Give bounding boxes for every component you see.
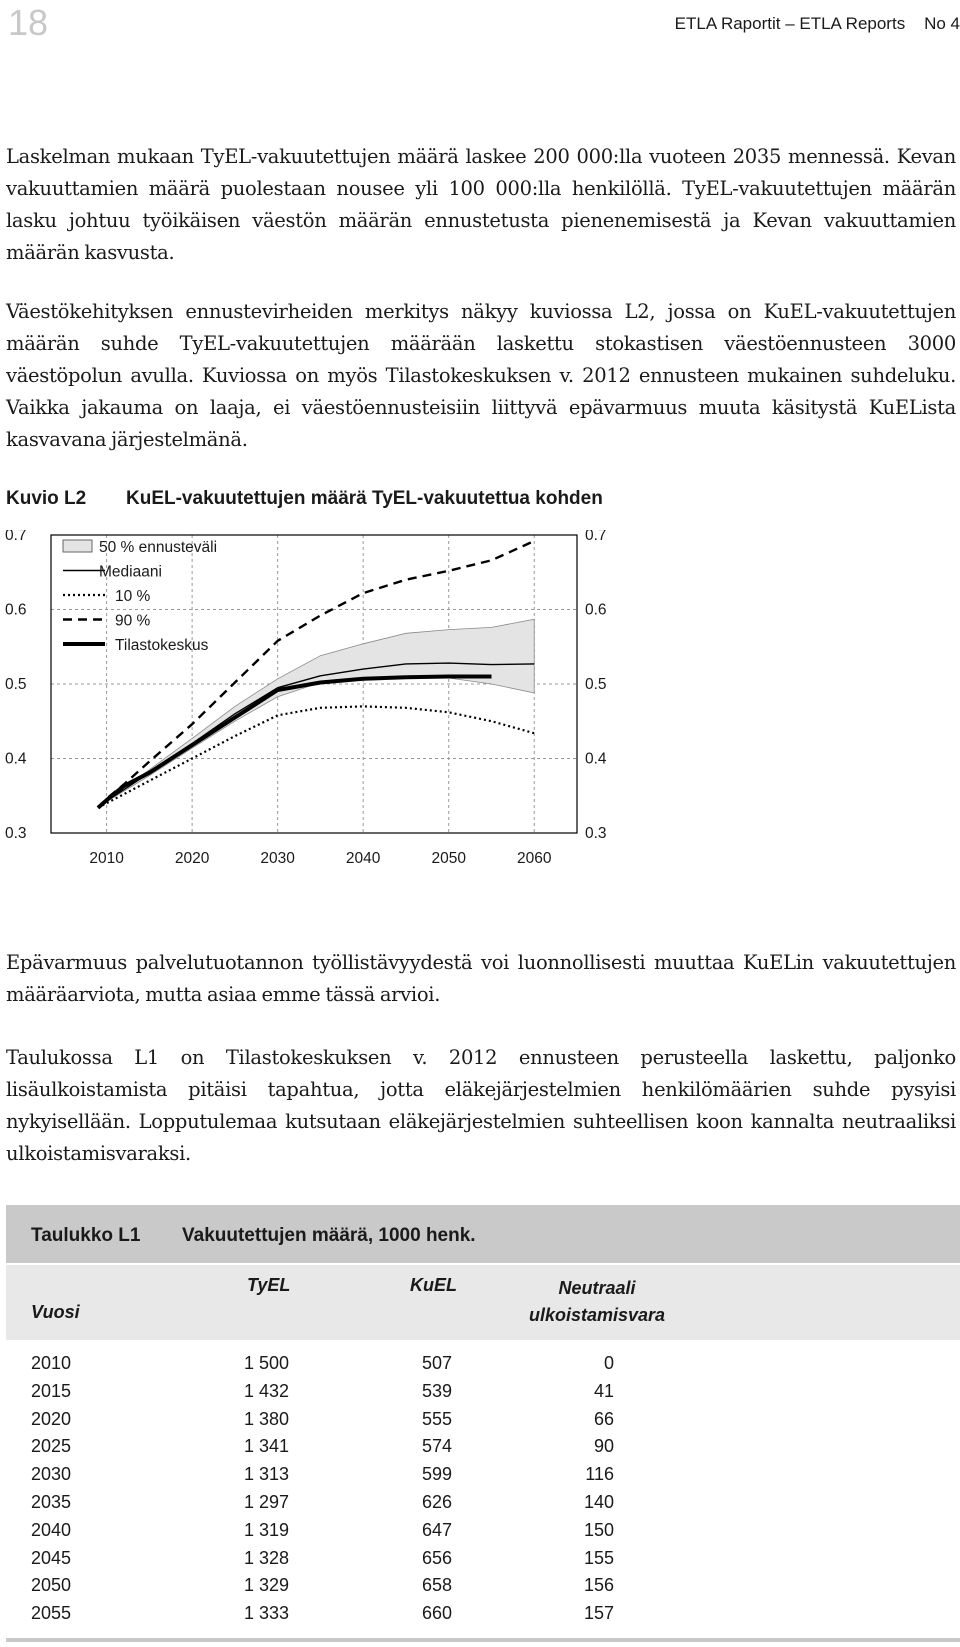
- cell-tyel: 1 329: [244, 1575, 290, 1596]
- series-line-dotted: [98, 706, 534, 807]
- cell-kuel: 574: [421, 1436, 452, 1457]
- legend-label: 10 %: [115, 588, 151, 605]
- y-tick-label-left: 0.7: [5, 530, 27, 544]
- cell-tyel: 1 333: [244, 1603, 290, 1624]
- cell-tyel: 1 432: [244, 1380, 290, 1401]
- table-body: [0, 1353, 960, 1631]
- column-header-neutraali-line1: Neutraali: [558, 1278, 636, 1298]
- cell-neutral: 140: [583, 1491, 614, 1512]
- y-tick-label-left: 0.3: [5, 825, 27, 842]
- series-line-thick: [98, 677, 492, 808]
- legend-label: Mediaani: [99, 563, 162, 581]
- cell-neutral: 66: [593, 1408, 614, 1429]
- cell-neutral: 150: [583, 1519, 614, 1540]
- cell-year: 2030: [31, 1464, 72, 1485]
- cell-neutral: 116: [585, 1464, 614, 1485]
- column-header-vuosi: Vuosi: [31, 1302, 80, 1322]
- cell-kuel: 507: [421, 1353, 452, 1373]
- cell-year: 2045: [31, 1547, 72, 1568]
- chart-legend: [63, 539, 217, 654]
- table-row: [0, 1436, 960, 1464]
- cell-year: 2040: [31, 1519, 72, 1540]
- figure-title: KuEL-vakuutettujen määrä TyEL-vakuutettua kohden: [126, 488, 603, 509]
- table-header-band: [6, 1205, 960, 1263]
- table-row: [0, 1603, 960, 1631]
- y-tick-label-left: 0.6: [5, 601, 27, 619]
- running-header: ETLA Raportit – ETLA Reports No 4: [674, 14, 960, 33]
- column-header-tyel: TyEL: [247, 1275, 291, 1295]
- body-paragraph-3: Epävarmuus palvelutuotannon työllistävyydestä voi luonnollisesti muuttaa KuELin vakuutettujen määräarviota, mutta asiaa emme tässä arvioi.: [6, 951, 956, 1006]
- x-tick-label: 2030: [260, 850, 295, 867]
- column-header-neutraali: [522, 1275, 672, 1329]
- cell-kuel: 555: [421, 1408, 452, 1429]
- table-row: [0, 1353, 960, 1381]
- figure-label: Kuvio L2: [6, 488, 87, 509]
- legend-swatch-band: [63, 540, 92, 552]
- cell-kuel: 658: [421, 1575, 452, 1596]
- cell-tyel: 1 380: [244, 1408, 290, 1429]
- cell-kuel: 647: [421, 1519, 452, 1540]
- cell-year: 2050: [31, 1575, 72, 1596]
- table-bottom-rule: [6, 1638, 960, 1642]
- x-tick-label: 2020: [174, 850, 210, 867]
- table-row: [0, 1492, 960, 1520]
- cell-kuel: 660: [421, 1603, 452, 1624]
- cell-year: 2015: [31, 1380, 72, 1401]
- cell-tyel: 1 297: [244, 1491, 290, 1512]
- body-paragraph-1: Laskelman mukaan TyEL-vakuutettujen määrä laskee 200 000:lla vuoteen 2035 mennessä. Kevan vakuuttamien määrä puolestaan nousee yli 100 000:lla henkilöllä. TyEL-vakuutettujen määrän lasku johtuu työikäisen väestön määrän ennustetusta pienenemisestä ja Kevan vakuuttamien määrän kasvusta.: [6, 145, 956, 264]
- cell-kuel: 599: [421, 1464, 452, 1485]
- cell-tyel: 1 319: [244, 1519, 290, 1540]
- x-tick-label: 2060: [516, 850, 552, 867]
- cell-year: 2035: [31, 1491, 72, 1512]
- table-row: [0, 1409, 960, 1437]
- cell-tyel: 1 500: [244, 1353, 290, 1373]
- cell-tyel: 1 341: [244, 1436, 290, 1457]
- cell-tyel: 1 328: [244, 1547, 290, 1568]
- cell-year: 2020: [31, 1408, 72, 1429]
- chart-figure-l2: [0, 530, 960, 875]
- body-paragraph-4: Taulukossa L1 on Tilastokeskuksen v. 2012 ennusteen perusteella laskettu, paljonko lisäulkoistamista pitäisi tapahtua, jotta eläkejärjestelmien henkilömäärien suhde pysyisi nykyisellään. Lopputulemaa kutsutaan eläkejärjestelmien suhteellisen koon kannalta neutraaliksi ulkoistamisvaraksi.: [6, 1046, 956, 1165]
- x-tick-label: 2010: [89, 850, 124, 867]
- x-tick-label: 2040: [345, 850, 381, 867]
- cell-year: 2025: [31, 1436, 72, 1457]
- table-row: [0, 1575, 960, 1603]
- legend-label: Tilastokeskus: [115, 637, 209, 654]
- x-tick-label: 2050: [431, 850, 466, 867]
- table-label: Taulukko L1: [31, 1225, 141, 1246]
- table-row: [0, 1548, 960, 1576]
- table-title: Vakuutettujen määrä, 1000 henk.: [182, 1225, 476, 1246]
- y-tick-label-left: 0.4: [5, 750, 27, 768]
- cell-kuel: 656: [421, 1547, 452, 1568]
- y-tick-label-right: 0.6: [585, 601, 607, 619]
- cell-kuel: 626: [421, 1491, 452, 1512]
- page-number: 18: [8, 2, 49, 43]
- legend-label: 50 % ennusteväli: [99, 539, 218, 556]
- cell-neutral: 0: [603, 1353, 614, 1373]
- cell-kuel: 539: [421, 1380, 452, 1401]
- y-tick-label-left: 0.5: [5, 676, 27, 693]
- y-tick-label-right: 0.3: [585, 825, 607, 842]
- column-header-kuel: KuEL: [410, 1275, 457, 1295]
- cell-neutral: 157: [583, 1603, 614, 1624]
- body-paragraph-2: Väestökehityksen ennustevirheiden merkitys näkyy kuviossa L2, jossa on KuEL-vakuutettujen määrän suhde TyEL-vakuutettujen määrään laskettu stokastisen väestöennusteen 3000 väestöpolun avulla. Kuviossa on myös Tilastokeskuksen v. 2012 ennusteen mukainen suhdeluku. Vaikka jakauma on laaja, ei väestöennusteisiin liittyvä epävarmuus muuta käsitystä KuELista kasvavana järjestelmänä.: [6, 300, 956, 451]
- cell-neutral: 41: [593, 1380, 614, 1401]
- y-tick-label-right: 0.7: [585, 530, 607, 544]
- table-row: [0, 1464, 960, 1492]
- table-row: [0, 1381, 960, 1409]
- cell-neutral: 155: [583, 1547, 614, 1568]
- y-tick-label-right: 0.5: [585, 676, 607, 693]
- cell-neutral: 156: [583, 1575, 614, 1596]
- cell-year: 2010: [31, 1353, 72, 1373]
- cell-tyel: 1 313: [244, 1464, 290, 1485]
- table-row: [0, 1520, 960, 1548]
- cell-neutral: 90: [593, 1436, 614, 1457]
- chart-ticks: [5, 530, 607, 867]
- legend-label: 90 %: [115, 612, 151, 630]
- column-header-neutraali-line2: ulkoistamisvara: [528, 1305, 666, 1325]
- table-column-header-band: [6, 1265, 960, 1340]
- cell-year: 2055: [31, 1603, 72, 1624]
- y-tick-label-right: 0.4: [585, 750, 607, 768]
